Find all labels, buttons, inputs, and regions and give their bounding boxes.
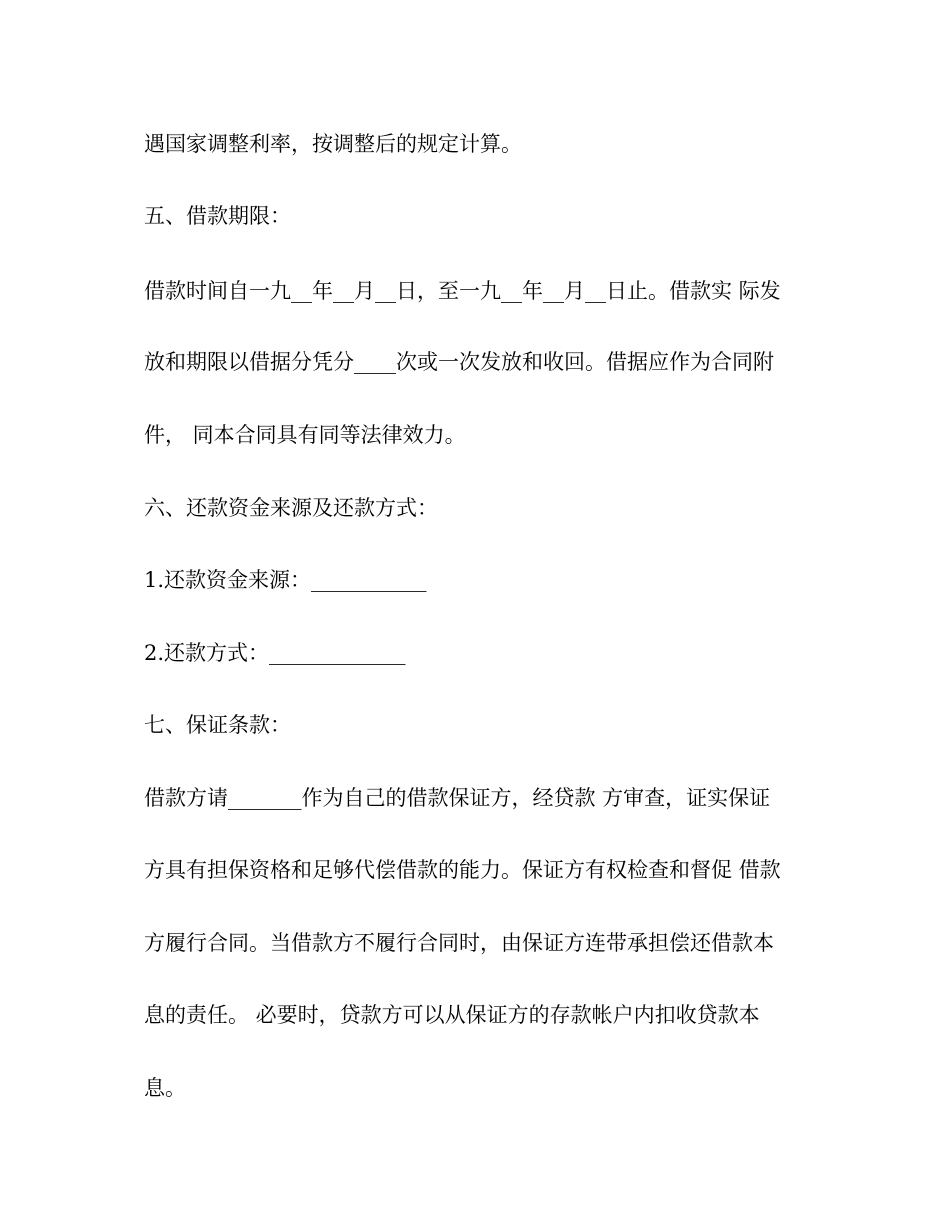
text-line-deduction: 息的责任。 必要时，贷款方可以从保证方的存款帐户内扣收贷款本	[144, 1003, 760, 1027]
text-line-repayment-method: 2.还款方式：_____________	[144, 641, 406, 665]
section-heading-guarantee: 七、保证条款：	[144, 713, 291, 737]
text-line-legal-effect: 件， 同本合同具有同等法律效力。	[144, 423, 466, 447]
section-heading-repayment: 六、还款资金来源及还款方式：	[144, 496, 438, 520]
section-heading-loan-term: 五、借款期限：	[144, 204, 291, 228]
text-line-guarantor-ability: 方具有担保资格和足够代偿借款的能力。保证方有权检查和督促 借款	[144, 858, 781, 882]
text-line-loan-period: 借款时间自一九__年__月__日，至一九__年__月__日止。借款实 际发	[144, 279, 781, 303]
text-line-disbursement: 放和期限以借据分凭分____次或一次发放和收回。借据应作为合同附	[144, 350, 774, 374]
text-line-interest-adjustment: 遇国家调整利率，按调整后的规定计算。	[144, 132, 522, 156]
text-line-repayment-source: 1.还款资金来源：___________	[144, 568, 427, 592]
text-line-ending: 息。	[144, 1076, 186, 1100]
text-line-guarantor-request: 借款方请_______作为自己的借款保证方，经贷款 方审查，证实保证	[144, 786, 771, 810]
text-line-guarantor-liability: 方履行合同。当借款方不履行合同时，由保证方连带承担偿还借款本	[144, 931, 774, 955]
